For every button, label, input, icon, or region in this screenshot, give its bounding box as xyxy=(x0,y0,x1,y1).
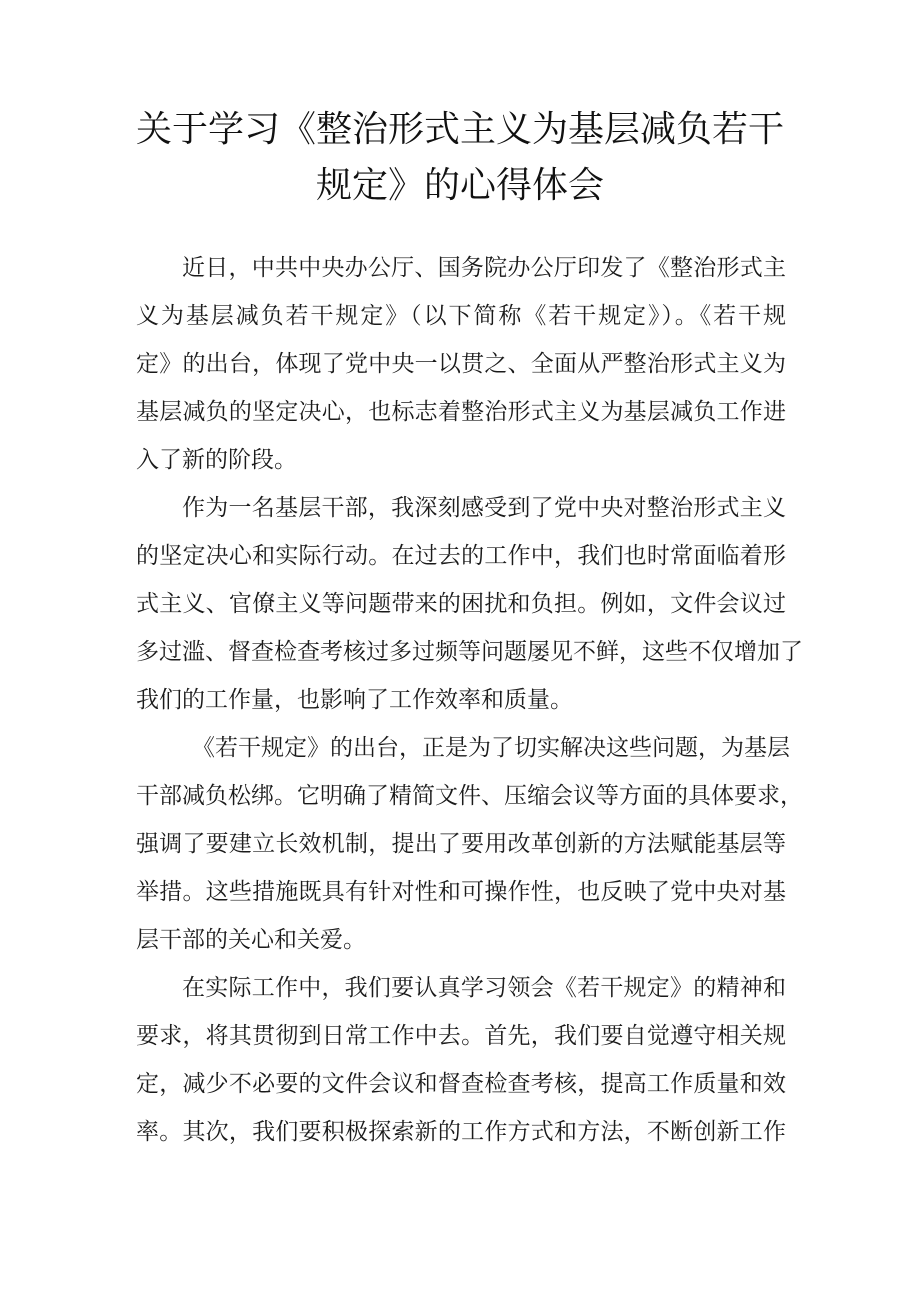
text-line: 定》的出台，体现了党中央一以贯之、全面从严整治形式主义为 xyxy=(136,351,786,377)
text-line: 《若干规定》的出台，正是为了切实解决这些问题，为基层 xyxy=(192,735,790,761)
text-line: 强调了要建立长效机制，提出了要用改革创新的方法赋能基层等 xyxy=(136,831,786,857)
text-line: 作为一名基层干部，我深刻感受到了党中央对整治形式主义 xyxy=(182,495,786,521)
paragraph-4 xyxy=(136,964,786,1156)
text-line: 近日，中共中央办公厅、国务院办公厅印发了《整治形式主 xyxy=(182,255,786,281)
text-line: 层干部的关心和关爱。 xyxy=(136,927,366,953)
text-line: 要求，将其贯彻到日常工作中去。首先，我们要自觉遵守相关规 xyxy=(136,1023,786,1049)
text-line: 定，减少不必要的文件会议和督查检查考核，提高工作质量和效 xyxy=(136,1071,786,1097)
document-title xyxy=(120,102,800,214)
text-line: 干部减负松绑。它明确了精简文件、压缩会议等方面的具体要求， xyxy=(136,783,803,809)
text-line: 入了新的阶段。 xyxy=(136,447,297,473)
text-line: 在实际工作中，我们要认真学习领会《若干规定》的精神和 xyxy=(182,975,786,1001)
text-line: 基层减负的坚定决心，也标志着整治形式主义为基层减负工作进 xyxy=(136,399,786,425)
title-line: 关于学习《整治形式主义为基层减负若干 xyxy=(135,109,784,150)
text-line: 多过滥、督查检查考核过多过频等问题屡见不鲜，这些不仅增加了 xyxy=(136,639,803,665)
paragraph-3 xyxy=(136,724,803,964)
paragraph-1 xyxy=(136,244,786,484)
text-line: 我们的工作量，也影响了工作效率和质量。 xyxy=(136,687,573,713)
text-line: 率。其次，我们要积极探索新的工作方式和方法，不断创新工作 xyxy=(136,1119,786,1145)
text-line: 式主义、官僚主义等问题带来的困扰和负担。例如，文件会议过 xyxy=(136,591,786,617)
paragraph-2 xyxy=(136,484,803,724)
text-line: 举措。这些措施既具有针对性和可操作性，也反映了党中央对基 xyxy=(136,879,786,905)
document-body xyxy=(136,244,803,1156)
text-line: 义为基层减负若干规定》（以下简称《若干规定》）。《若干规 xyxy=(136,303,786,329)
title-line: 规定》的心得体会 xyxy=(315,165,604,206)
text-line: 的坚定决心和实际行动。在过去的工作中，我们也时常面临着形 xyxy=(136,543,786,569)
